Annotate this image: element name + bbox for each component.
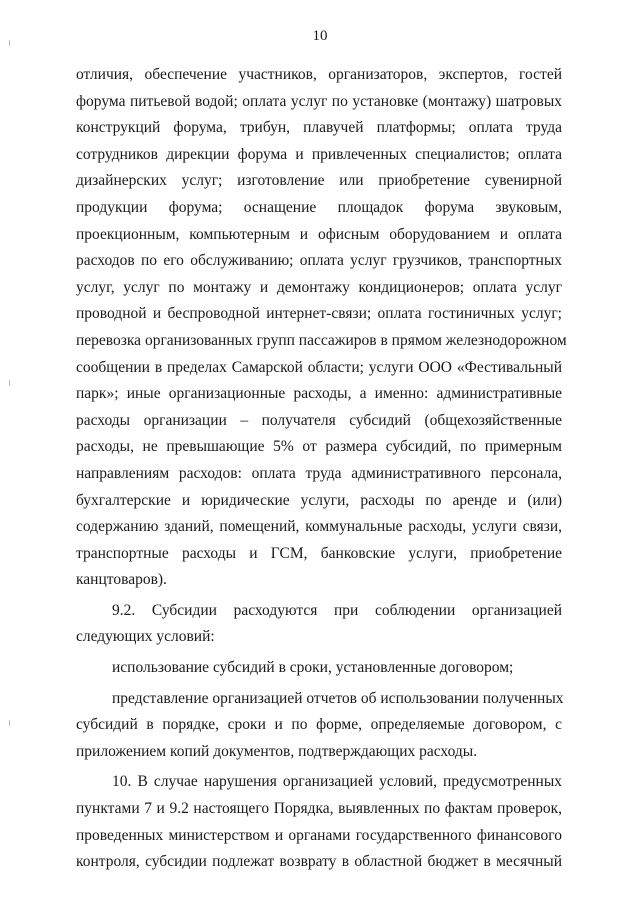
text-line: транспортные расходы и ГСМ, банковские услуги, приобретение bbox=[76, 544, 562, 562]
text-line: сотрудников дирекции форума и привлеченных специалистов; оплата bbox=[76, 145, 562, 163]
text-line: контроля, субсидии подлежат возврату в областной бюджет в месячный bbox=[76, 853, 562, 871]
text-line: 10. В случае нарушения организацией условий, предусмотренных bbox=[112, 773, 562, 791]
text-line: бухгалтерские и юридические услуги, расходы по аренде и (или) bbox=[76, 491, 562, 509]
text-line: содержанию зданий, помещений, коммунальные расходы, услуги связи, bbox=[76, 518, 562, 536]
text-line: отличия, обеспечение участников, организаторов, экспертов, гостей bbox=[76, 66, 562, 83]
page-number: 10 bbox=[312, 28, 328, 44]
text-line: форума питьевой водой; оплата услуг по установке (монтажу) шатровых bbox=[76, 92, 562, 110]
text-line: 9.2. Субсидии расходуются при соблюдении организацией bbox=[112, 601, 562, 619]
text-line: приложением копий документов, подтверждающих расходы. bbox=[76, 742, 478, 760]
text-line: субсидий в порядке, сроки и по форме, определяемые договором, с bbox=[76, 716, 562, 734]
paragraph-10 bbox=[76, 769, 562, 875]
text-line: расходы, не превышающие 5% от размера субсидий, по примерным bbox=[76, 438, 562, 456]
text-line: расходы организации – получателя субсидий (общехозяйственные bbox=[76, 411, 562, 429]
text-line: пунктами 7 и 9.2 настоящего Порядка, выявленных по фактам проверок, bbox=[76, 800, 562, 818]
paragraph-condition-2 bbox=[76, 686, 562, 766]
paragraph-9-2 bbox=[76, 598, 562, 651]
text-line: услуг, услуг по монтажу и демонтажу кондиционеров; оплата услуг bbox=[76, 278, 562, 296]
text-line: расходов по его обслуживанию; оплата услуг грузчиков, транспортных bbox=[76, 252, 562, 270]
paragraph-expense-list bbox=[76, 62, 567, 594]
margin-mark bbox=[9, 380, 10, 386]
margin-mark bbox=[9, 720, 10, 726]
text-line: перевозка организованных групп пассажиров в прямом железнодорожном bbox=[76, 331, 567, 349]
text-line: продукции форума; оснащение площадок форума звуковым, bbox=[76, 198, 562, 216]
text-line: сообщении в пределах Самарской области; услуги ООО «Фестивальный bbox=[76, 358, 562, 376]
text-line: дизайнерских услуг; изготовление или приобретение сувенирной bbox=[76, 172, 562, 190]
text-line: проведенных министерством и органами государственного финансового bbox=[76, 826, 562, 844]
text-line: следующих условий: bbox=[76, 628, 215, 646]
text-line: проекционным, компьютерным и офисным оборудованием и оплата bbox=[76, 225, 562, 243]
text-line: канцтоваров). bbox=[76, 571, 167, 589]
document-body bbox=[76, 62, 567, 876]
paragraph-condition-1 bbox=[76, 655, 562, 682]
text-line: конструкций форума, трибун, плавучей платформы; оплата труда bbox=[76, 119, 562, 137]
text-line: представление организацией отчетов об использовании полученных bbox=[112, 689, 564, 707]
text-line: направлениям расходов: оплата труда административного персонала, bbox=[76, 464, 562, 482]
text-line: парк»; иные организационные расходы, а именно: административные bbox=[76, 385, 562, 403]
text-line: проводной и беспроводной интернет-связи; оплата гостиничных услуг; bbox=[76, 305, 562, 323]
text-line: использование субсидий в сроки, установленные договором; bbox=[112, 659, 514, 677]
